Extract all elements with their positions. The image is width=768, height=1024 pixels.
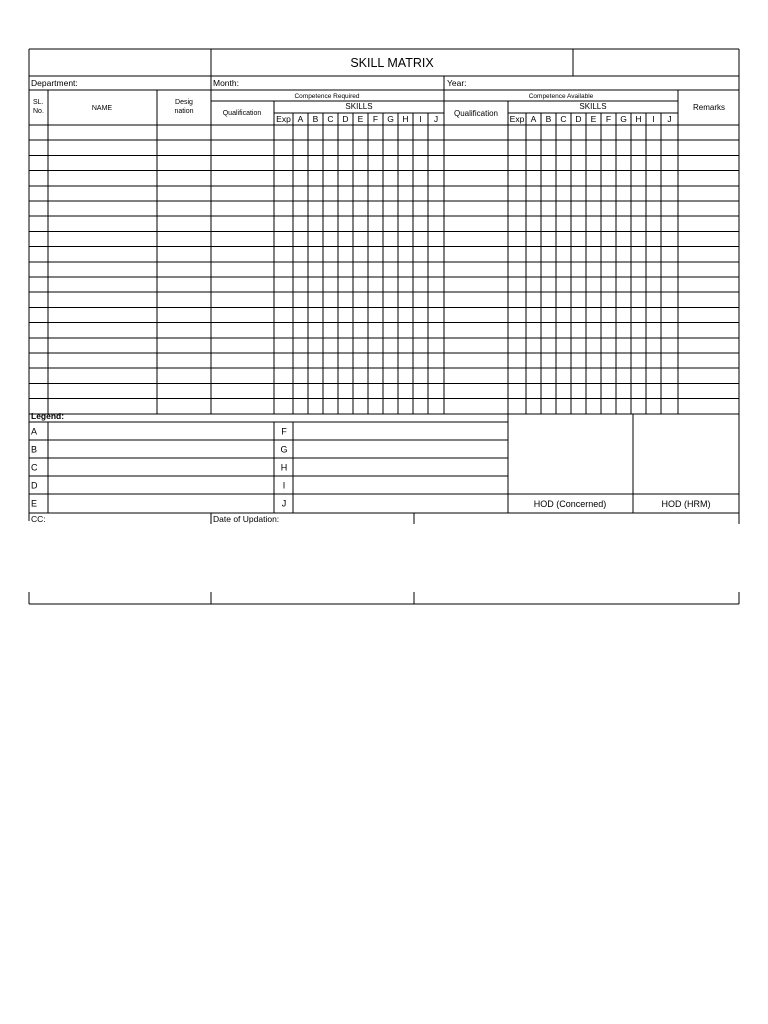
qualification-available-header: Qualification <box>453 109 499 118</box>
available-skill-j-header: J <box>667 114 672 124</box>
available-skill-b-header: B <box>545 114 552 124</box>
available-skill-e-header: E <box>590 114 597 124</box>
competence-required-header: Competence Required <box>294 93 360 100</box>
date-of-updation-label: Date of Updation: <box>213 514 280 524</box>
legend-key-d: D <box>31 480 38 491</box>
legend-key-g: G <box>280 444 288 455</box>
legend-key-b: B <box>31 444 38 455</box>
legend-title: Legend: <box>31 411 65 421</box>
skills-required-header: SKILLS <box>345 102 373 111</box>
remarks-header: Remarks <box>692 103 726 112</box>
department-label: Department: <box>31 78 78 88</box>
cc-label: CC: <box>31 514 46 524</box>
designation-header-line1: Desig <box>175 99 193 106</box>
available-skill-d-header: D <box>575 114 582 124</box>
designation-header-line2: nation <box>174 108 194 115</box>
required-skill-g-header: G <box>387 114 394 124</box>
available-skill-g-header: G <box>620 114 627 124</box>
month-label: Month: <box>213 78 239 88</box>
required-skill-c-header: C <box>327 114 334 124</box>
legend-key-i: I <box>282 480 286 491</box>
competence-available-header: Competence Available <box>528 93 594 100</box>
hod-concerned-label: HOD (Concerned) <box>533 499 607 509</box>
legend-key-f: F <box>281 426 287 437</box>
required-skill-d-header: D <box>342 114 349 124</box>
available-skill-h-header: H <box>635 114 642 124</box>
required-skill-i-header: I <box>419 114 422 124</box>
year-label: Year: <box>447 78 467 88</box>
legend-key-a: A <box>31 426 38 437</box>
required-skill-a-header: A <box>297 114 304 124</box>
available-skill-f-header: F <box>605 114 612 124</box>
name-header: NAME <box>91 105 113 112</box>
legend-key-e: E <box>31 498 38 509</box>
skills-available-header: SKILLS <box>579 102 607 111</box>
qualification-required-header: Qualification <box>222 110 262 117</box>
available-skill-a-header: A <box>530 114 537 124</box>
hod-hrm-label: HOD (HRM) <box>661 499 711 509</box>
required-skill-j-header: J <box>433 114 439 124</box>
sl-no-header-line2: No. <box>33 108 44 115</box>
available-skill-c-header: C <box>560 114 567 124</box>
sl-no-header-line1: SL. <box>33 99 44 106</box>
required-skill-e-header: E <box>357 114 364 124</box>
legend-key-h: H <box>280 462 288 473</box>
available-exp-header: Exp <box>509 114 525 124</box>
page-title: SKILL MATRIX <box>350 56 434 70</box>
available-skill-i-header: I <box>652 114 655 124</box>
required-skill-b-header: B <box>312 114 319 124</box>
legend-key-c: C <box>31 462 38 473</box>
required-skill-f-header: F <box>372 114 379 124</box>
required-skill-h-header: H <box>402 114 409 124</box>
required-exp-header: Exp <box>276 114 291 124</box>
legend-key-j: J <box>281 498 287 509</box>
